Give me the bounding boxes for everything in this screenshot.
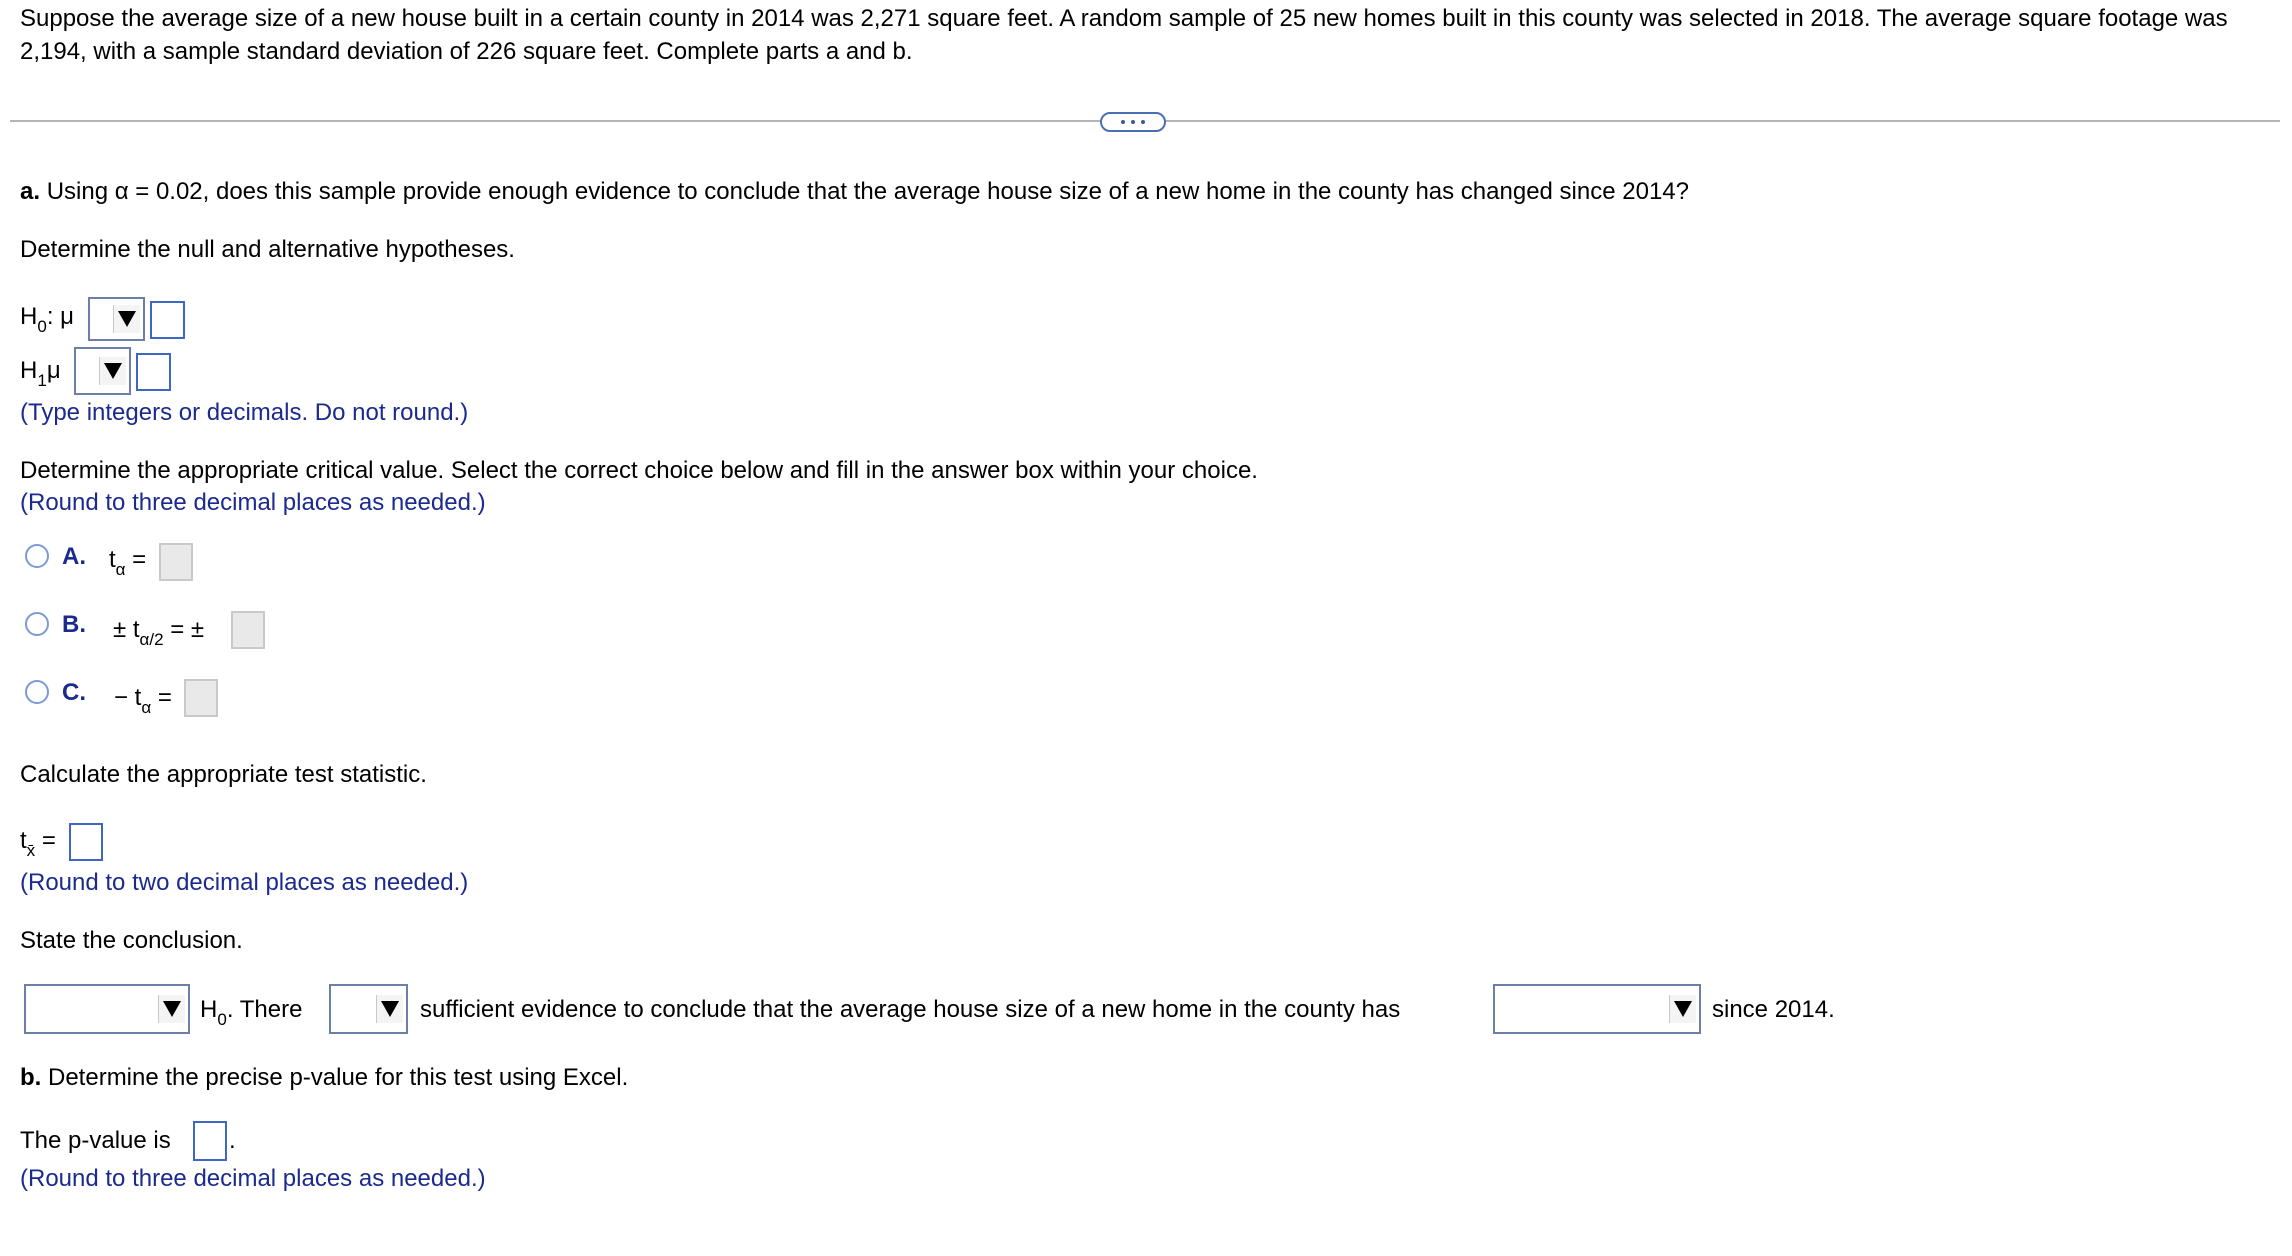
pvalue-input[interactable] [193, 1121, 227, 1161]
triangle-down-icon [158, 995, 185, 1023]
pvalue-round-note: (Round to three decimal places as needed.) [20, 1165, 486, 1192]
h1-operator-dropdown[interactable] [74, 347, 131, 395]
triangle-down-icon [113, 305, 140, 333]
test-statistic-round-note: (Round to two decimal places as needed.) [20, 869, 469, 896]
h1-value-input[interactable] [136, 353, 171, 391]
test-statistic-label: $t_{x̄}$ = [20, 827, 56, 860]
part-b-label: b. [20, 1064, 42, 1091]
triangle-down-icon [1669, 995, 1696, 1023]
choice-b-formula: ± $t_{\alpha/2}$ = ± [113, 616, 205, 649]
h1-label: $H_1\mu$ [20, 357, 61, 390]
choice-c-radio[interactable] [25, 680, 49, 704]
more-button[interactable] [1100, 112, 1166, 132]
h0-label: $H_0$: μ [20, 303, 74, 336]
pvalue-label: The p-value is [20, 1127, 171, 1154]
change-direction-dropdown[interactable] [1493, 984, 1701, 1034]
part-a-text: Using α = 0.02, does this sample provide enough evidence to conclude that the average house size of a new home in the county has changed since 2014? [46, 178, 1689, 205]
type-note: (Type integers or decimals. Do not round.) [20, 399, 469, 426]
choice-c-input[interactable] [184, 679, 218, 717]
critical-round-note: (Round to three decimal places as needed.) [20, 489, 486, 516]
test-statistic-instruction: Calculate the appropriate test statistic. [20, 761, 427, 788]
choice-c-letter: C. [62, 679, 86, 706]
conclusion-middle-text: sufficient evidence to conclude that the average house size of a new home in the county has [420, 996, 1401, 1023]
choice-a-letter: A. [62, 543, 86, 570]
part-b-text: Determine the precise p-value for this test using Excel. [48, 1064, 629, 1091]
choice-b-input[interactable] [231, 611, 265, 649]
choice-b-radio[interactable] [25, 612, 49, 636]
choice-a-input[interactable] [159, 543, 193, 581]
choice-a-radio[interactable] [25, 544, 49, 568]
evidence-dropdown[interactable] [329, 984, 408, 1034]
triangle-down-icon [99, 357, 126, 385]
choice-c-formula: − $t_\alpha$ = [114, 684, 172, 717]
test-statistic-input[interactable] [69, 823, 103, 861]
conclusion-end-text: since 2014. [1712, 996, 1835, 1023]
part-a-label: a. [20, 178, 41, 205]
choice-a-formula: $t_\alpha$ = [109, 546, 147, 579]
h0-operator-dropdown[interactable] [88, 297, 145, 341]
part-a-question [20, 178, 1689, 206]
h0-value-input[interactable] [150, 301, 185, 339]
pvalue-period: . [229, 1127, 236, 1154]
triangle-down-icon [376, 995, 403, 1023]
conclusion-h0-text: $H_0$. There [200, 996, 303, 1029]
conclusion-label: State the conclusion. [20, 927, 243, 954]
critical-value-instruction: Determine the appropriate critical value. Select the correct choice below and fill in the answer box within your choice. [20, 457, 1258, 484]
part-b-question [20, 1064, 628, 1092]
reject-decision-dropdown[interactable] [24, 984, 190, 1034]
problem-statement: Suppose the average size of a new house built in a certain county in 2014 was 2,271 square feet. A random sample of 25 new homes built in this county was selected in 2018. The average square footage was 2,194, with a sample standard deviation of 226 square feet. Complete parts a and b. [20, 5, 2228, 65]
ellipsis-icon [1121, 120, 1125, 124]
hypotheses-instruction: Determine the null and alternative hypotheses. [20, 236, 515, 263]
choice-b-letter: B. [62, 611, 86, 638]
